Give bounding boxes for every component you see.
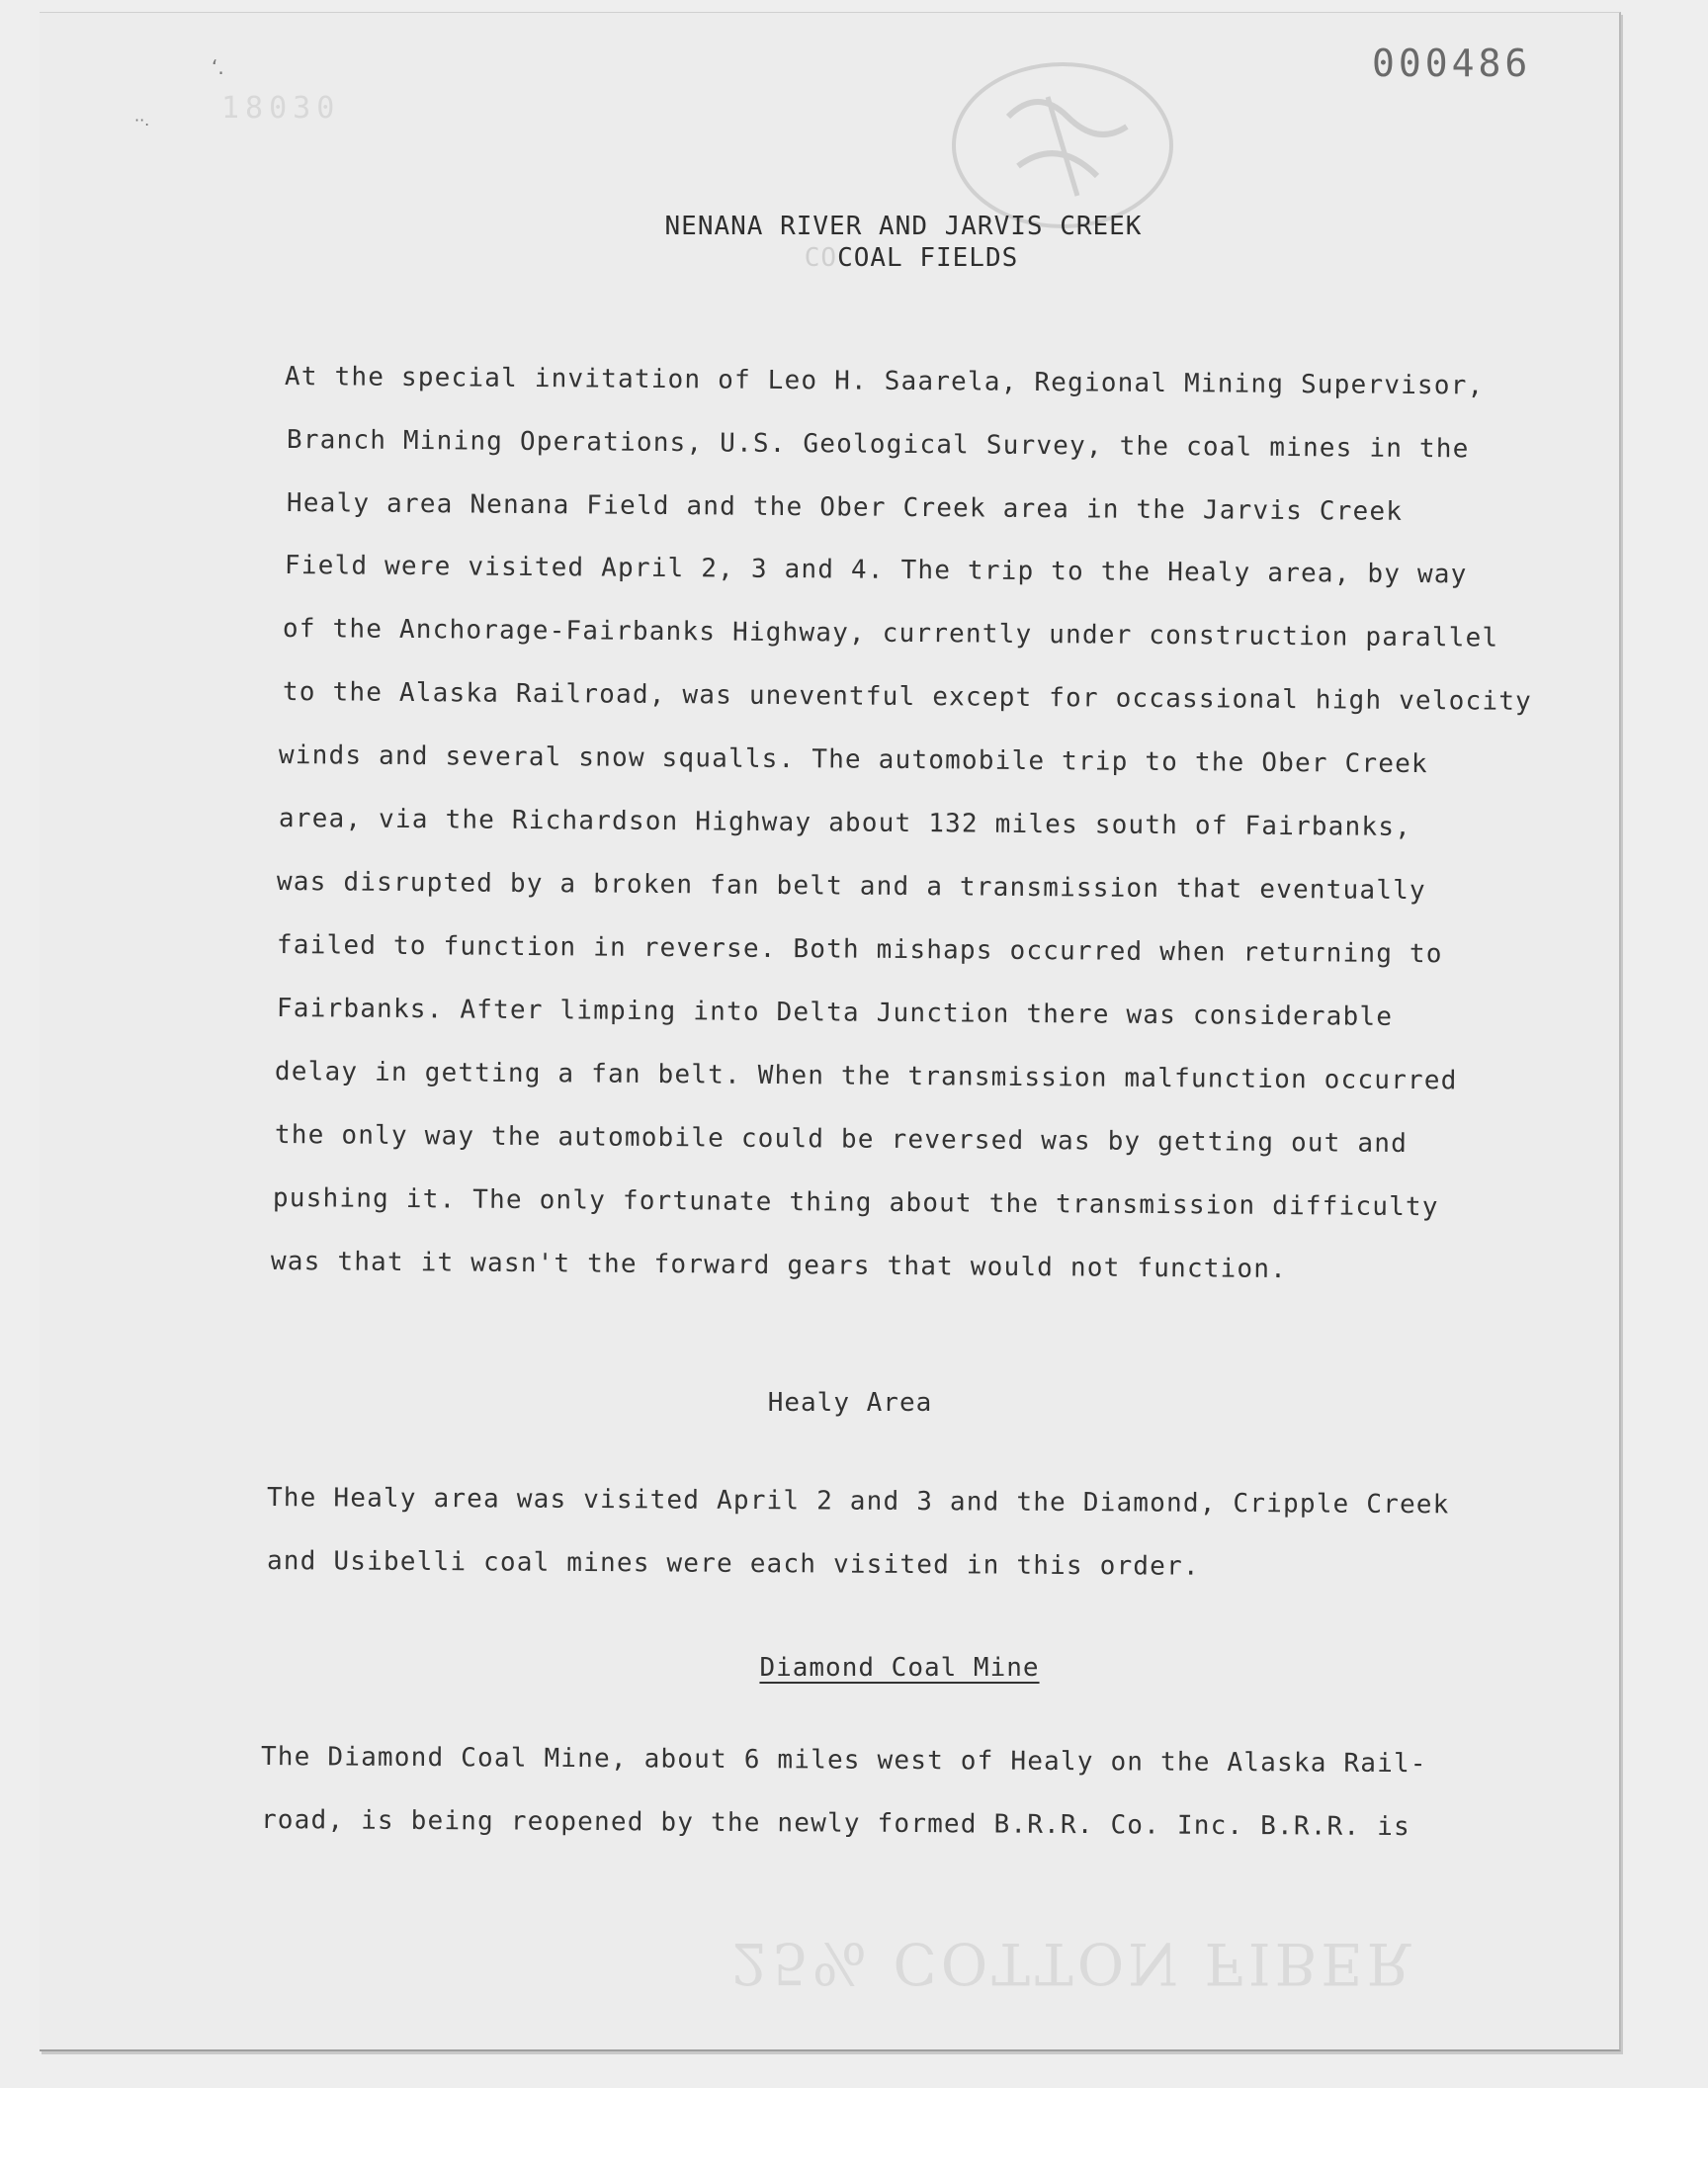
received-stamp-icon bbox=[949, 57, 1176, 233]
intro-line: was disrupted by a broken fan belt and a transmission that eventually bbox=[276, 867, 1426, 907]
section-heading-diamond-coal-mine: Diamond Coal Mine bbox=[759, 1653, 1040, 1683]
intro-line: winds and several snow squalls. The automobile trip to the Ober Creek bbox=[278, 740, 1428, 780]
page-subtitle-text: COAL FIELDS bbox=[837, 243, 1019, 273]
intro-line: delay in getting a fan belt. When the transmission malfunction occurred bbox=[274, 1057, 1458, 1096]
ghost-stamp-number: 18030 bbox=[221, 91, 341, 126]
intro-line: of the Anchorage-Fairbanks Highway, currently under construction parallel bbox=[282, 614, 1499, 653]
intro-line: was that it wasn't the forward gears that would not function. bbox=[270, 1247, 1288, 1285]
speck-mark: ··. bbox=[134, 111, 150, 130]
intro-line: Branch Mining Operations, U.S. Geological Survey, the coal mines in the bbox=[286, 425, 1470, 465]
intro-line: Fairbanks. After limping into Delta Junction there was considerable bbox=[276, 994, 1394, 1032]
diamond-line: road, is being reopened by the newly formed B.R.R. Co. Inc. B.R.R. is bbox=[260, 1805, 1410, 1843]
intro-line: Healy area Nenana Field and the Ober Creek area in the Jarvis Creek bbox=[286, 488, 1404, 527]
intro-line: Field were visited April 2, 3 and 4. The trip to the Healy area, by way bbox=[284, 551, 1468, 590]
intro-line: pushing it. The only fortunate thing about the transmission difficulty bbox=[272, 1183, 1439, 1223]
intro-line: the only way the automobile could be reversed was by getting out and bbox=[274, 1120, 1409, 1160]
title-ghost-strikeover: CO bbox=[804, 243, 838, 273]
intro-line: At the special invitation of Leo H. Saarela, Regional Mining Supervisor, bbox=[284, 362, 1485, 401]
healy-line: and Usibelli coal mines were each visited in this order. bbox=[266, 1546, 1200, 1582]
document-number: 000486 bbox=[1372, 42, 1532, 85]
intro-line: area, via the Richardson Highway about 132 miles south of Fairbanks, bbox=[278, 804, 1412, 843]
page-title: NENANA RIVER AND JARVIS CREEK bbox=[664, 212, 1143, 241]
diamond-line: The Diamond Coal Mine, about 6 miles west of Healy on the Alaska Rail- bbox=[260, 1742, 1427, 1780]
watermark-bleed-through: 25% COTTON FIBER bbox=[731, 1930, 1414, 1997]
page-subtitle bbox=[57, 243, 1708, 273]
intro-line: to the Alaska Railroad, was uneventful except for occassional high velocity bbox=[282, 677, 1533, 717]
healy-line: The Healy area was visited April 2 and 3 and the Diamond, Cripple Creek bbox=[266, 1483, 1450, 1521]
speck-mark: ʻ. bbox=[212, 55, 224, 79]
section-heading-healy-area: Healy Area bbox=[767, 1388, 933, 1418]
intro-line: failed to function in reverse. Both mishaps occurred when returning to bbox=[276, 930, 1443, 970]
